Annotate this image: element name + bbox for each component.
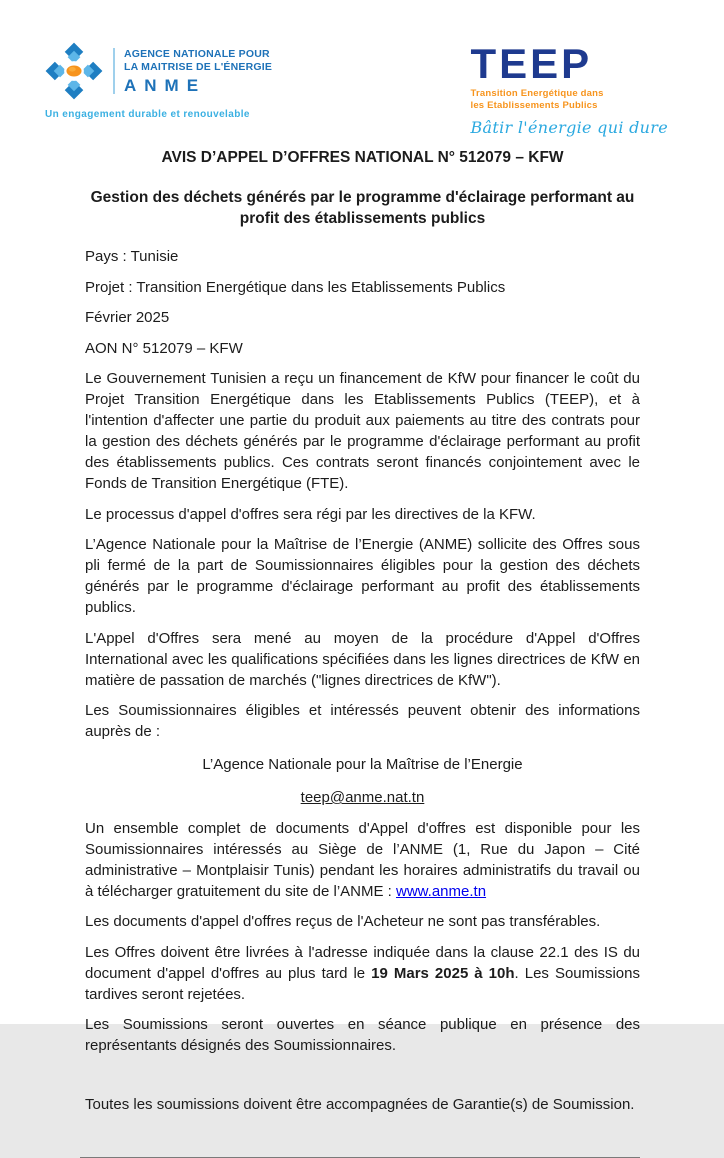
deadline-date: 19 Mars 2025 à 10h bbox=[371, 964, 515, 982]
teep-subtitle-line1: Transition Energétique dans bbox=[470, 88, 604, 99]
paragraph-documents-text: Un ensemble complet de documents d'Appel d'offres est disponible pour les Soumissionnaires intéressés au Siège de l’ANME (1, Rue du Japon – Cité administrative – Montplaisir Tunis) pendant les horaires administratifs du travail ou à télécharger gratuitement du site de l’ANME : bbox=[85, 819, 640, 900]
anme-name-line2: LA MAITRISE DE L'ÉNERGIE bbox=[124, 60, 273, 73]
teep-subtitle bbox=[470, 88, 603, 111]
anme-logo-divider bbox=[113, 48, 115, 94]
anme-tagline: Un engagement durable et renouvelable bbox=[45, 109, 250, 120]
paragraph-procedure: L'Appel d'Offres sera mené au moyen de la procédure d'Appel d'Offres International avec les qualifications spécifiées dans les lignes directrices de KfW en matière de passation de marchés ("lignes directrices de KfW"). bbox=[85, 629, 640, 689]
paragraph-deadline bbox=[85, 942, 640, 1005]
paragraph-non-transferable: Les documents d'appel d'offres reçus de l'Acheteur ne sont pas transférables. bbox=[85, 913, 601, 930]
anme-emblem-icon bbox=[45, 42, 103, 100]
meta-projet: Projet : Transition Energétique dans les Etablissements Publics bbox=[85, 278, 506, 296]
header bbox=[0, 0, 724, 137]
contact-email-link[interactable]: teep@anme.nat.tn bbox=[300, 789, 425, 806]
document-body bbox=[0, 148, 724, 1115]
paragraph-opening: Les Soumissions seront ouvertes en séance publique en présence des représentants désignés des Soumissionnaires. bbox=[85, 1016, 640, 1054]
deadline-text-pre: Les Offres doivent être livrées à l'adresse indiquée dans la clause 22.1 des IS du document d'appel d'offres au plus tard le bbox=[85, 943, 640, 982]
teep-logo bbox=[470, 42, 668, 137]
anme-website-link[interactable]: www.anme.tn bbox=[396, 882, 487, 900]
teep-slogan: Bâtir l'énergie qui dure bbox=[470, 118, 668, 137]
anme-acronym: ANME bbox=[124, 75, 207, 95]
anme-logo bbox=[45, 42, 272, 120]
deadline-text-post: . Les Soumissions tardives seront rejetées. bbox=[85, 964, 640, 1003]
paragraph-documents bbox=[85, 818, 640, 902]
contact-name: L’Agence Nationale pour la Maîtrise de l’Energie bbox=[202, 756, 523, 773]
paragraph-directives: Le processus d'appel d'offres sera régi par les directives de la KFW. bbox=[85, 505, 536, 523]
page-subtitle: Gestion des déchets générés par le programme d'éclairage performant au profit des établissements publics bbox=[90, 189, 635, 227]
page-title: AVIS D’APPEL D’OFFRES NATIONAL N° 512079 – KFW bbox=[161, 149, 564, 166]
teep-subtitle-line2: les Etablissements Publics bbox=[470, 99, 598, 111]
paragraph-financing: Le Gouvernement Tunisien a reçu un financement de KfW pour financer le coût du Projet Transition Energétique dans les Etablissements Publics (TEEP), et à l'intention d'affecter une partie du produit aux paiements au titre des contrats pour la gestion des déchets générés par le programme d'éclairage performant au profit des établissements publics. Ces contrats seront financés conjointement avec le Fonds de Transition Energétique (FTE). bbox=[85, 370, 640, 492]
paragraph-solicitation: L’Agence Nationale pour la Maîtrise de l’Energie (ANME) sollicite des Offres sous pli fermé de la part de Soumissionnaires éligibles pour la gestion des déchets générés par le programme d'éclairage performant au profit des établissements publics. bbox=[85, 536, 640, 616]
anme-name-line1: AGENCE NATIONALE POUR bbox=[124, 47, 270, 60]
anme-logo-top bbox=[45, 42, 272, 100]
paragraph-guarantee: Toutes les soumissions doivent être accompagnées de Garantie(s) de Soumission. bbox=[85, 1096, 635, 1113]
paragraph-informations: Les Soumissionnaires éligibles et intéressés peuvent obtenir des informations auprès de : bbox=[85, 702, 640, 740]
contact-email-line bbox=[85, 787, 640, 808]
meta-date: Février 2025 bbox=[85, 309, 170, 326]
teep-wordmark: TEEP bbox=[470, 40, 593, 87]
anme-logo-text bbox=[124, 48, 272, 95]
meta-pays: Pays : Tunisie bbox=[85, 248, 179, 265]
meta-aon: AON N° 512079 – KFW bbox=[85, 339, 243, 357]
